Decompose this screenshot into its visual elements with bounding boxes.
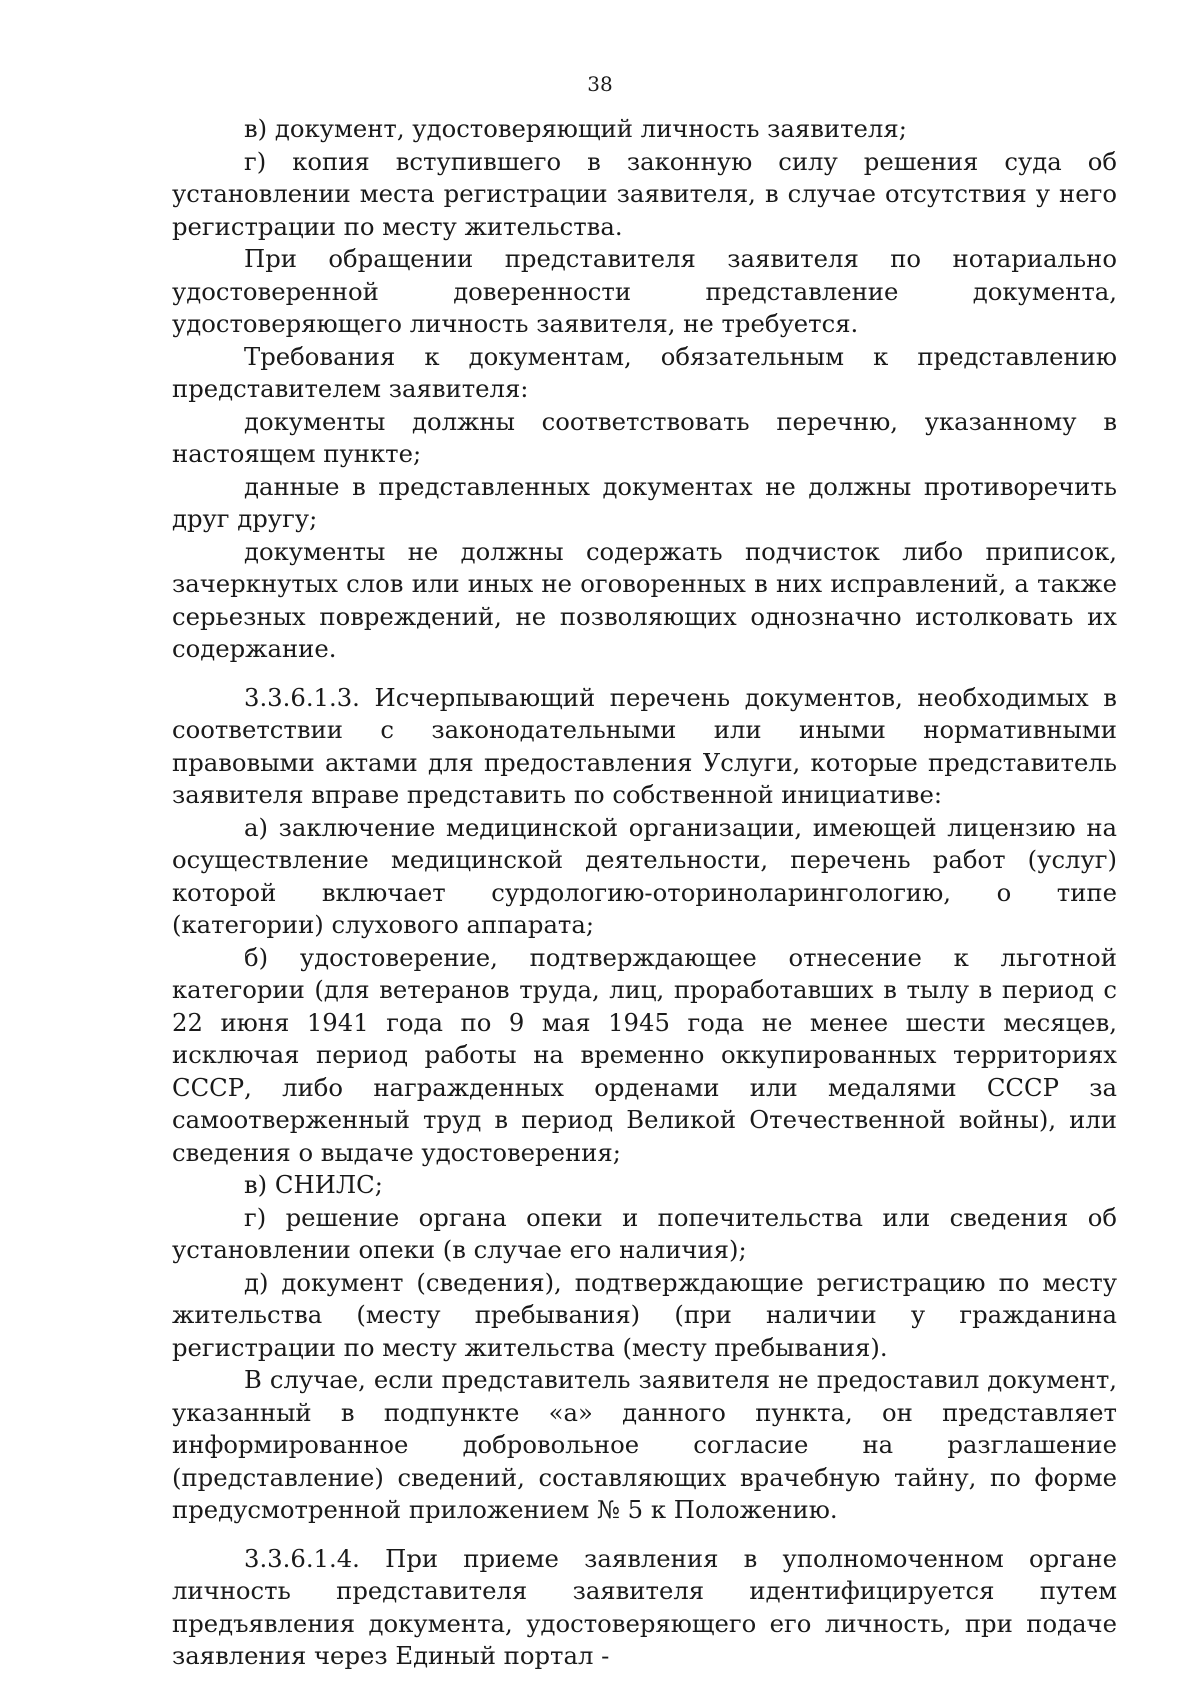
paragraph-requirement-list: документы должны соответствовать перечню, указанному в настоящем пункте; xyxy=(172,406,1117,468)
paragraph-section-3-3-6-1-4: 3.3.6.1.4. При приеме заявления в уполномоченном органе личность представителя заявителя идентифицируется путем предъявления документа, удостоверяющего его личность, при подаче заявления через Единый портал - xyxy=(172,1543,1117,1670)
paragraph-requirements-intro: Требования к документам, обязательным к представлению представителем заявителя: xyxy=(172,341,1117,403)
paragraph-notary-power: При обращении представителя заявителя по нотариально удостоверенной доверенности представление документа, удостоверяющего личность заявителя, не требуется. xyxy=(172,244,1117,338)
paragraph-item-g-guardianship: г) решение органа опеки и попечительства или сведения об установлении опеки (в случае его наличия); xyxy=(172,1202,1117,1264)
paragraph-consent: В случае, если представитель заявителя не предоставил документ, указанный в подпункте «а» данного пункта, он представляет информированное добровольное согласие на разглашение (представление) сведений, составляющих врачебную тайну, по форме предусмотренной приложением № 5 к Положению. xyxy=(172,1365,1117,1524)
paragraph-requirement-consistency: данные в представленных документах не должны противоречить друг другу; xyxy=(172,471,1117,533)
paragraph-item-g: г) копия вступившего в законную силу решения суда об установлении места регистрации заявителя, в случае отсутствия у него регистрации по месту жительства. xyxy=(172,146,1117,241)
paragraph-section-3-3-6-1-3: 3.3.6.1.3. Исчерпывающий перечень документов, необходимых в соответствии с законодательными или иными нормативными правовыми актами для предоставления Услуги, которые представитель заявителя вправе представить по собственной инициативе: xyxy=(172,682,1117,809)
paragraph-requirement-integrity: документы не должны содержать подчисток либо приписок, зачеркнутых слов или иных не оговоренных в них исправлений, а также серьезных повреждений, не позволяющих однозначно истолковать их содержание. xyxy=(172,536,1117,663)
paragraph-item-d-registration: д) документ (сведения), подтверждающие регистрацию по месту жительства (месту пребывания) (при наличии у гражданина регистрации по месту жительства (месту пребывания). xyxy=(172,1267,1117,1362)
paragraph-item-b: б) удостоверение, подтверждающее отнесение к льготной категории (для ветеранов труда, лиц, проработавших в тылу в период с 22 июня 1941 года по 9 мая 1945 года не менее шести месяцев, исключая период работы на временно оккупированных территориях СССР, либо награжденных орденами или медалями СССР за самоотверженный труд в период Великой Отечественной войны), или сведения о выдаче удостоверения; xyxy=(172,942,1117,1167)
paragraph-item-v-snils: в) СНИЛС; xyxy=(244,1170,383,1199)
paragraph-item-a: а) заключение медицинской организации, имеющей лицензию на осуществление медицинской деятельности, перечень работ (услуг) которой включает сурдологию-оториноларингологию, о типе (категории) слухового аппарата; xyxy=(172,812,1117,939)
page-number: 38 xyxy=(587,72,613,96)
document-body xyxy=(172,113,1117,1673)
paragraph-item-v: в) документ, удостоверяющий личность заявителя; xyxy=(244,114,907,143)
